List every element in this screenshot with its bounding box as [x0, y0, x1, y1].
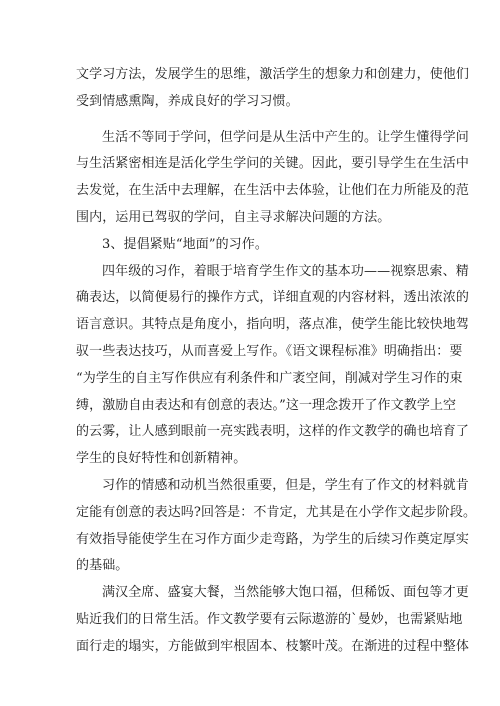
section-heading: 3、提倡紧贴“地面”的习作。 [102, 236, 268, 252]
text-line: 受到情感熏陶，养成良好的学习习惯。 [76, 93, 299, 109]
text-line: “为学生的自主写作供应有利条件和广袤空间，削减对学生习作的束 [76, 370, 463, 386]
text-line: 文学习方法，发展学生的思维，激活学生的想象力和创建力，使他们 [76, 67, 470, 82]
paragraph-first-line: 四年级的习作，着眼于培育学生作文的基本功——视察思索、精 [102, 263, 469, 279]
paragraph-first-line: 习作的情感和动机当然很重要，但是，学生有了作文的材料就肯 [102, 477, 469, 493]
text-line: 围内，运用已驾驭的学问，自主寻求解决问题的方法。 [76, 209, 391, 225]
text-line: 面行走的塌实，方能做到牢根固本、枝繁叶茂。在渐进的过程中整体 [76, 638, 470, 654]
paragraph-first-line: 满汉全席、盛宴大餐，当然能够大饱口福，但稀饭、面包等才更 [102, 585, 469, 601]
text-line: 去发觉，在生活中去理解，在生活中去体验，让他们在力所能及的范 [76, 183, 470, 199]
paragraph-gap [76, 116, 438, 125]
text-line: 确表达，以简便易行的操作方式，详细直观的内容材料，透出浓浓的 [76, 290, 470, 306]
text-line: 有效指导能使学生在习作方面少走弯路，为学生的后续习作奠定厚实 [76, 531, 470, 547]
text-line: 学生的良好特性和创新精神。 [76, 451, 247, 467]
text-line: 贴近我们的日常生活。作文教学要有云际遨游的`曼妙，也需紧贴地 [76, 611, 463, 627]
text-line: 语言意识。其特点是角度小，指向明，落点准，使学生能比较快地驾 [76, 317, 470, 333]
text-line: 驭一些表达技巧，从而喜爱上写作。《语文课程标准》明确指出：要 [76, 343, 463, 359]
paragraph-first-line: 生活不等同于学问，但学问是从生活中产生的。让学生懂得学问 [102, 129, 469, 145]
document-body [76, 62, 477, 661]
text-line: 的基础。 [76, 558, 129, 574]
text-line: 与生活紧密相连是活化学生学问的关键。因此，要引导学生在生活中 [76, 156, 470, 172]
text-line: 的云雾，让人感到眼前一亮实践表明，这样的作文教学的确也培育了 [76, 424, 470, 440]
text-line: 定能有创意的表达吗?回答是：不肯定，尤其是在小学作文起步阶段。 [76, 504, 477, 520]
text-line: 缚，激励自由表达和有创意的表达。”这一理念拨开了作文教学上空 [76, 397, 457, 413]
